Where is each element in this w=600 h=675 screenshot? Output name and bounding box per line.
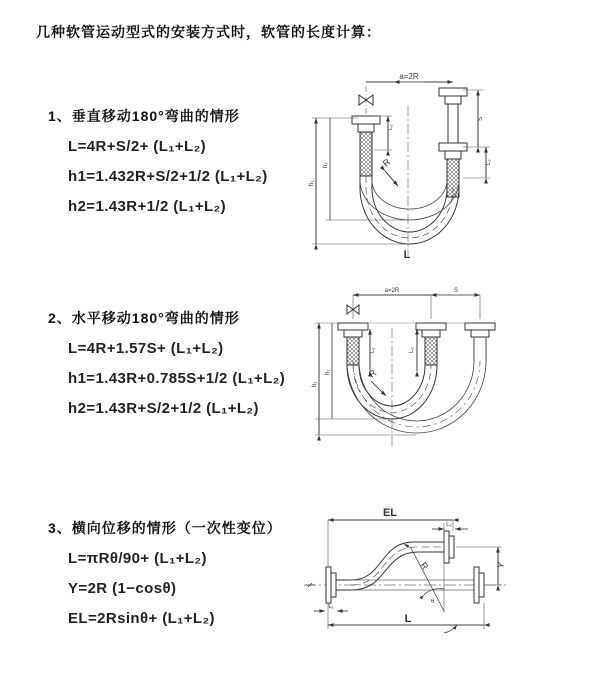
label-l: L xyxy=(404,613,412,625)
formula-h1: h1=1.43R+0.785S+1/2 (L₁+L₂) xyxy=(68,370,286,387)
label-r: R xyxy=(418,560,431,572)
middle-pipe-flange xyxy=(416,323,446,365)
page-title: 几种软管运动型式的安装方式时，软管的长度计算： xyxy=(36,24,381,40)
dimension-r xyxy=(367,367,386,396)
formula-h2: h2=1.43R+S/2+1/2 (L₁+L₂) xyxy=(68,400,259,417)
dimension-l2 xyxy=(409,329,417,371)
section-2-heading: 2、水平移动180°弯曲的情形 xyxy=(48,310,240,326)
left-pipe-flange xyxy=(338,323,368,365)
dimension-l1 xyxy=(370,329,376,371)
dimension-a2r xyxy=(366,72,453,82)
upper-right-flange xyxy=(444,531,454,563)
section-1-heading: 1、垂直移动180°弯曲的情形 xyxy=(48,108,240,124)
label-h1: h₁ xyxy=(309,180,315,186)
section-horizontal-movement xyxy=(48,308,328,417)
right-pipe-flange xyxy=(439,88,467,197)
diagram-vertical-180-bend xyxy=(308,68,600,268)
formula-length: L=πRθ/90+ (L₁+L₂) xyxy=(68,550,207,567)
dimension-h2 xyxy=(325,323,332,419)
label-a2r: a=2R xyxy=(399,72,419,81)
dimension-h1 xyxy=(312,323,319,435)
dimension-s xyxy=(431,288,480,295)
dimension-l1 xyxy=(314,604,348,611)
label-r: R xyxy=(380,156,393,169)
formula-length: L=4R+S/2+ (L₁+L₂) xyxy=(68,138,207,155)
label-h2: h₂ xyxy=(325,369,331,375)
dimension-l2 xyxy=(432,522,468,529)
label-l1: L₁ xyxy=(370,347,376,353)
label-s: S xyxy=(478,116,484,121)
pipe-break-symbol xyxy=(306,583,315,587)
dimension-h1 xyxy=(309,118,316,244)
formula-h2: h2=1.43R+1/2 (L₁+L₂) xyxy=(68,198,227,215)
hose-u-deep xyxy=(360,176,459,244)
right-pipe-flange-moved xyxy=(465,323,495,361)
valve-icon xyxy=(359,86,373,114)
diagram-lateral-displacement xyxy=(296,503,598,653)
label-h2: h₂ xyxy=(323,162,329,168)
braided-hose-section xyxy=(360,132,372,176)
label-l2: L₂ xyxy=(446,522,452,528)
label-r: R xyxy=(366,367,379,380)
section-2-formulas xyxy=(68,340,328,417)
label-l1: L₁ xyxy=(328,604,334,610)
label-l: L xyxy=(403,249,411,261)
label-a2r: a=2R xyxy=(384,288,400,294)
dimension-h2 xyxy=(323,118,330,220)
section-1-formulas xyxy=(68,138,328,215)
dimension-a2r xyxy=(353,288,431,295)
lower-right-flange xyxy=(474,567,479,603)
dimension-l xyxy=(328,603,484,629)
dimension-el xyxy=(328,507,453,520)
dimension-r xyxy=(381,156,398,186)
section-3-formulas xyxy=(68,550,328,627)
dimension-l2 xyxy=(463,147,492,178)
hose-s-curve xyxy=(351,542,444,590)
section-lateral-displacement xyxy=(48,518,328,627)
label-el: EL xyxy=(382,507,398,519)
braided-hose-section xyxy=(425,337,437,365)
formula-y: Y=2R (1−cosθ) xyxy=(68,580,177,597)
formula-length: L=4R+1.57S+ (L₁+L₂) xyxy=(68,340,224,357)
formula-h1: h1=1.432R+S/2+1/2 (L₁+L₂) xyxy=(68,168,268,185)
label-s: S xyxy=(453,288,459,294)
diagram-horizontal-180-bend xyxy=(306,283,598,461)
section-vertical-movement xyxy=(48,106,328,215)
label-l1: L₁ xyxy=(388,124,394,130)
label-y: Y xyxy=(495,561,507,570)
label-h1: h₁ xyxy=(312,381,318,387)
formula-el: EL=2Rsinθ+ (L₁+L₂) xyxy=(68,610,215,627)
label-theta: θ xyxy=(431,599,435,605)
braided-hose-section xyxy=(347,337,359,365)
label-l2: L₂ xyxy=(486,159,492,165)
label-l2: L₂ xyxy=(409,347,415,353)
dimension-s xyxy=(463,90,490,147)
section-3-heading: 3、横向位移的情形（一次性变位） xyxy=(48,520,282,536)
left-pipe-flange xyxy=(352,116,380,176)
hose-u-raised xyxy=(360,180,459,220)
